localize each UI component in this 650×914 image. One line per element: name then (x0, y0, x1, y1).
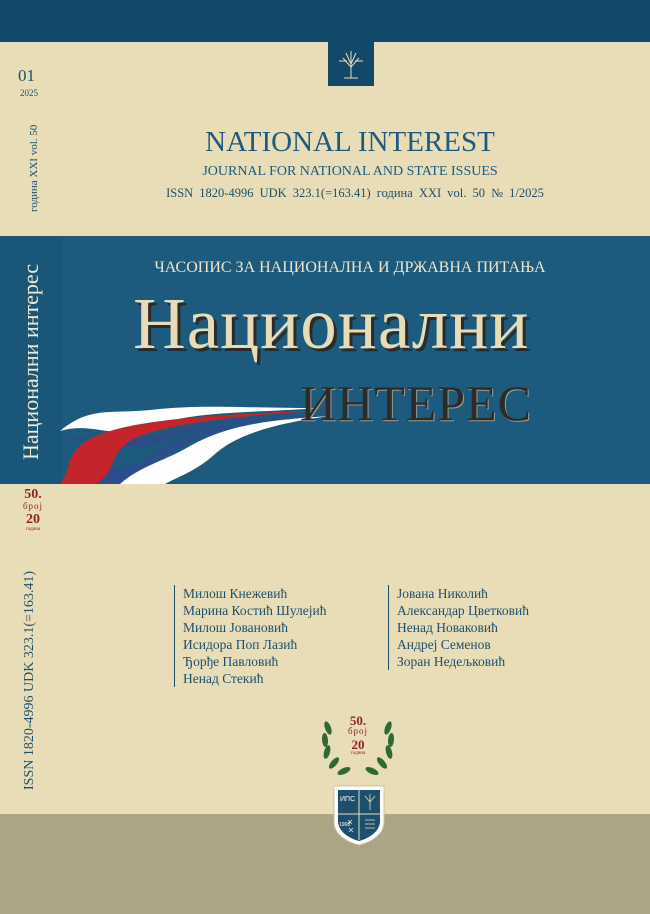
band-subtitle: ЧАСОПИС ЗА НАЦИОНАЛНА И ДРЖАВНА ПИТАЊА (154, 259, 546, 276)
spine-badge-years-word: година (25, 527, 41, 532)
main-title: Национални (133, 283, 530, 364)
author-name: Марина Костић Шулејић (183, 603, 327, 618)
issue-number: 01 (18, 66, 35, 85)
badge-word: број (347, 726, 369, 736)
spine-badge-word: број (22, 501, 44, 511)
subtitle-english: JOURNAL FOR NATIONAL AND STATE ISSUES (202, 164, 498, 179)
author-name: Ђорђе Павловић (183, 654, 279, 669)
spine-issn: ISSN 1820-4996 UDK 323.1(=163.41) (22, 570, 37, 790)
top-bar (0, 0, 650, 42)
author-name: Ненад Новаковић (397, 620, 498, 635)
tree-logo-icon (328, 42, 374, 86)
author-name: Ненад Стекић (183, 671, 264, 686)
author-name: Милош Кнежевић (183, 586, 288, 601)
main-title-second-line: ИНТЕРЕС (300, 375, 532, 431)
spine-badge-years: 20 (26, 512, 40, 527)
shield-year: 1968 (339, 822, 351, 828)
author-name: Зоран Недељковић (397, 654, 506, 669)
issn-line: ISSN 1820-4996 UDK 323.1(=163.41) година XXI vol. 50 № 1/2025 (166, 186, 544, 200)
author-name: Александар Цветковић (397, 603, 529, 618)
badge-years-word: година (350, 751, 366, 756)
shield-abbr: ИПС (340, 796, 356, 803)
spine-volume: година XXI vol. 50 (28, 124, 40, 212)
spine-anniversary-badge (16, 488, 50, 532)
issue-year: 2025 (20, 88, 38, 98)
title-english: NATIONAL INTEREST (205, 126, 495, 158)
spine-badge-number: 50. (24, 487, 42, 502)
author-name: Исидора Поп Лазић (183, 637, 298, 652)
anniversary-badge (336, 714, 380, 756)
badge-number: 50. (349, 713, 367, 728)
author-name: Јована Николић (397, 586, 488, 601)
bottom-band (0, 814, 650, 914)
badge-years: 20 (351, 737, 365, 752)
authors-column-left (174, 585, 326, 687)
spine-title: Национални интерес (18, 264, 43, 460)
author-name: Милош Јовановић (183, 620, 289, 635)
author-name: Андреј Семенов (397, 637, 491, 652)
institute-shield-icon (332, 784, 386, 846)
authors-column-right (388, 585, 529, 670)
